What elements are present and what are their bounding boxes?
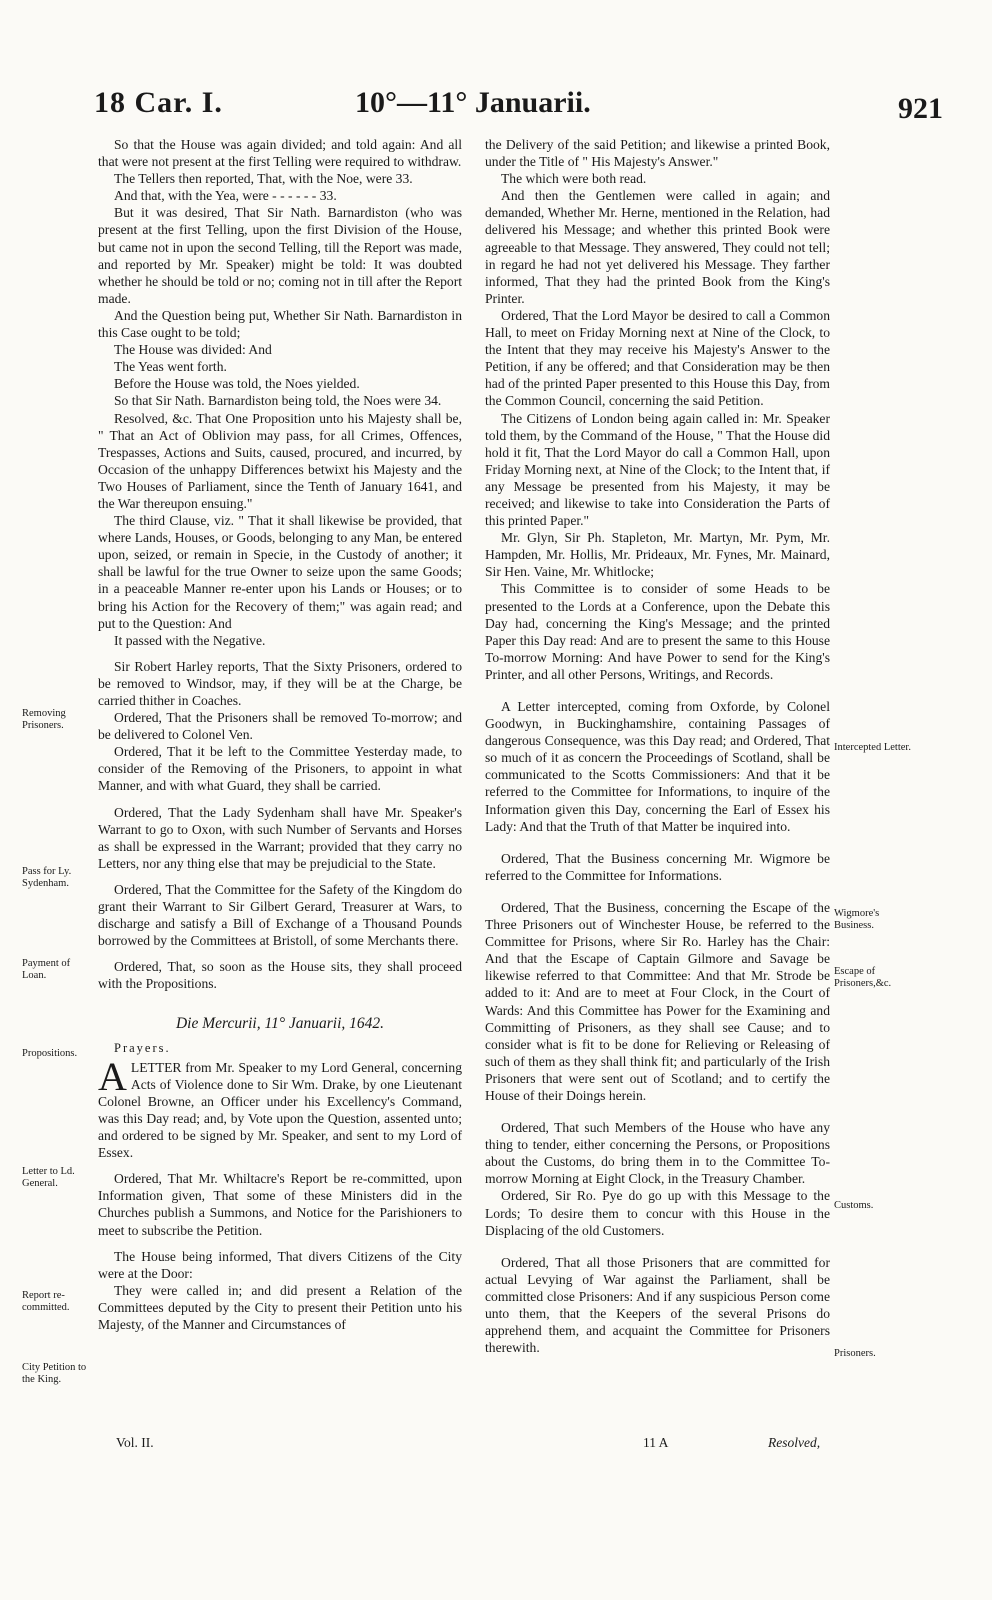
- margin-note: Propositions.: [22, 1048, 78, 1059]
- paragraph: Ordered, That such Members of the House who have any thing to tender, either concerning the Persons, or Propositions about the Customs, do bring them in to the Committee To-morrow Morning at Eight Clock, in the Treasury Chamber.: [485, 1120, 830, 1187]
- paragraph: Ordered, That the Business concerning Mr. Wigmore be referred to the Committee for Informations.: [485, 850, 830, 883]
- paragraph: So that the House was again divided; and told again: And all that were not present at the first Telling were required to withdraw.: [98, 137, 462, 170]
- paragraph: The Tellers then reported, That, with the Noe, were 33.: [114, 171, 413, 187]
- paragraph: Ordered, Sir Ro. Pye do go up with this Message to the Lords; To desire them to concur with this House in the Displacing of the old Customers.: [485, 1188, 830, 1238]
- paragraph: Ordered, That Mr. Whiltacre's Report be re-committed, upon Information given, That some of these Ministers did in the Churches publish a Summons, and Notice for the Parishioners to meet to subscribe the Petition.: [98, 1171, 462, 1238]
- paragraph: Ordered, That all those Prisoners that are committed for actual Levying of War against the Parliament, shall be committed close Prisoners: And if any suspicious Person come unto them, that the Keepers of the several Prisons do apprehend them, and acquaint the Committee for Prisoners therewith.: [485, 1254, 830, 1356]
- paragraph: Ordered, That the Lady Sydenham shall have Mr. Speaker's Warrant to go to Oxon, with such Number of Servants and Horses as shall be expressed in the Warrant; provided that they carry no Letters, nor any thing else that may be prejudicial to the State.: [98, 804, 462, 871]
- paragraph: And that, with the Yea, were - - - - - - 33.: [114, 188, 337, 204]
- margin-note: Prisoners.: [834, 1348, 876, 1359]
- paragraph: The House was divided: And: [114, 342, 272, 358]
- margin-note: Letter to Ld. General.: [22, 1166, 75, 1189]
- paragraph: But it was desired, That Sir Nath. Barnardiston (who was present at the first Telling, upon the first Division of the House, but came not in upon the second Telling, till the Report was made, and reported by Mr. Speaker) might be told: It was doubted whether he should be told or no; coming not in till after the Report made.: [98, 205, 462, 306]
- paragraph: Before the House was told, the Noes yielded.: [114, 376, 360, 392]
- paragraph: This Committee is to consider of some Heads to be presented to the Lords at a Conference, upon the Debate this Day had, concerning the King's Message; and the printed Paper this Day read: And are to present the same to this House To-morrow Morning: And have Power to send for the King's Printer, and all other Persons, Writings, and Records.: [485, 581, 830, 682]
- paragraph: And then the Gentlemen were called in again; and demanded, Whether Mr. Herne, mentioned in the Relation, had delivered his Message; and whether this printed Book were agreeable to that Message. They answered, They could not tell; in regard he had not yet delivered his Message. They farther informed, That they had the printed Book from the King's Printer.: [485, 188, 830, 306]
- paragraph-text: LETTER from Mr. Speaker to my Lord General, concerning Acts of Violence done to Sir Wm. Drake, by one Lieutenant Colonel Browne, an Officer under his Excellency's Command, was this Day read; and, by Vote upon the Question, assented unto; and ordered to be signed by Mr. Speaker, and sent to my Lord of Essex.: [98, 1059, 462, 1161]
- day-heading: Die Mercurii, 11° Januarii, 1642.: [175, 1014, 385, 1032]
- paragraph: They were called in; and did present a Relation of the Committees deputed by the City to present their Petition unto his Majesty, of the Manner and Circumstances of: [98, 1282, 462, 1332]
- paragraph: Ordered, That the Prisoners shall be removed To-morrow; and be delivered to Colonel Ven.: [98, 710, 462, 743]
- paragraph: Ordered, That the Business, concerning the Escape of the Three Prisoners out of Winchester House, be referred to the Committee for Prisons, where Sir Ro. Harley has the Chair: And that the Escape of Captain Gilmore and Savage be likewise referred to that Committee: And that Mr. Strode be added to it: And are to meet at Four Clock, in the Court of Wards: And this Committee has Power for the Examining and Committing of Prisoners, as they shall see Cause; and to consider what is fit to be done for Relieving or Releasing of such of them as they shall think fit; and particularly of the Irish Prisoners that were sent out of Scotland; and to certify the House of their Doings herein.: [485, 899, 830, 1103]
- page-number: 921: [898, 92, 943, 125]
- paragraph: Ordered, That the Committee for the Safety of the Kingdom do grant their Warrant to Sir Gilbert Gerard, Treasurer at Wars, to discharge and satisfy a Bill of Exchange of a Thousand Pounds borrowed by the Committees at Bristoll, of some Merchants there.: [98, 881, 462, 949]
- paragraph: The Citizens of London being again called in: Mr. Speaker told them, by the Command of the House, " That the House did hold it fit, That the Lord Mayor do call a Common Hall, upon Friday Morning next, at Nine of the Clock; to the Intent that, if any Message be presented from his Majesty, it may be received; and likewise to take into Consideration the Parts of this printed Paper.": [485, 410, 830, 529]
- paragraph: The third Clause, viz. " That it shall likewise be provided, that where Lands, Houses, or Goods, belonging to any Man, be entered upon, seized, or remain in Specie, in the Custody of another; it shall be lawful for the true Owner to seize upon the same Goods; in a peaceable Manner re-enter upon his Lands or Houses; or to bring his Action for the Recovery of them;" was again read; and put to the Question: And: [98, 513, 462, 631]
- paragraph: Ordered, That it be left to the Committee Yesterday made, to consider of the Removing of the Prisoners, to appoint in what Manner, and with what Guard, they shall be carried.: [98, 744, 462, 794]
- margin-note: Intercepted Letter.: [834, 742, 911, 753]
- right-column: [485, 136, 830, 1356]
- left-column: [98, 136, 462, 1333]
- paragraph: Resolved, &c. That One Proposition unto his Majesty shall be, " That an Act of Oblivion may pass, for all Crimes, Offences, Trespasses, Actions and Suits, caused, procured, and incurred, by Occasion of the unhappy Differences betwixt his Majesty and the Two Houses of Parliament, since the Tenth of January 1641, and the War thereupon ensuing.": [98, 410, 462, 511]
- prayers-label: Prayers.: [114, 1040, 171, 1055]
- paragraph: A Letter intercepted, coming from Oxforde, by Colonel Goodwyn, in Buckinghamshire, containing Passages of dangerous Consequence, was this Day read; and Ordered, That so much of it as concern the Proceedings of Scotland, shall be communicated to the Scotts Commissioners: And that it be referred to the Committee for Informations, to inquire of the Information given this Day, concerning the Earl of Essex his Lady: And that the Truth of that Matter be inquired into.: [485, 699, 830, 834]
- margin-note: Wigmore's Business.: [834, 908, 880, 931]
- margin-note: Payment of Loan.: [22, 958, 71, 981]
- drop-cap: A: [98, 1053, 127, 1099]
- paragraph: It passed with the Negative.: [114, 632, 266, 648]
- signature-mark: 11 A: [643, 1435, 669, 1450]
- paragraph: Sir Robert Harley reports, That the Sixty Prisoners, ordered to be removed to Windsor, may, if they will be at the Charge, be carried thither in Coaches.: [98, 658, 462, 708]
- margin-note: Report re-committed.: [22, 1290, 70, 1313]
- paragraph: [98, 1053, 462, 1162]
- header-left: 18 Car. I.: [94, 86, 223, 119]
- paragraph: Mr. Glyn, Sir Ph. Stapleton, Mr. Martyn, Mr. Pym, Mr. Hampden, Mr. Hollis, Mr. Prideaux, Mr. Fynes, Mr. Mainard, Sir Hen. Vaine, Mr. Whitlocke;: [485, 530, 830, 580]
- paragraph: Ordered, That the Lord Mayor be desired to call a Common Hall, to meet on Friday Morning next at Nine of the Clock, to the Intent that they may receive his Majesty's Answer to the Petition, if any be offered; and that Consideration may be then had of the printed Paper presented to this House this Day, from the Common Council, concerning the said Petition.: [485, 307, 830, 409]
- paragraph: So that Sir Nath. Barnardiston being told, the Noes were 34.: [114, 393, 442, 409]
- margin-note: City Petition to the King.: [22, 1362, 87, 1385]
- paragraph: The which were both read.: [501, 171, 647, 187]
- catchword: Resolved,: [768, 1435, 821, 1450]
- paragraph: Ordered, That, so soon as the House sits, they shall proceed with the Propositions.: [98, 959, 462, 992]
- paragraph: The House being informed, That divers Citizens of the City were at the Door:: [98, 1248, 462, 1281]
- margin-note: Pass for Ly. Sydenham.: [22, 866, 72, 889]
- paragraph: The Yeas went forth.: [114, 359, 227, 375]
- margin-note: Escape of Prisoners,&c.: [834, 966, 892, 989]
- volume-label: Vol. II.: [116, 1435, 154, 1450]
- paragraph: And the Question being put, Whether Sir Nath. Barnardiston in this Case ought to be told;: [98, 307, 462, 341]
- paragraph: the Delivery of the said Petition; and likewise a printed Book, under the Title of " His Majesty's Answer.": [485, 137, 830, 170]
- margin-note: Removing Prisoners.: [22, 708, 66, 731]
- header-center: 10°—11° Januarii.: [355, 86, 591, 119]
- margin-note: Customs.: [834, 1200, 874, 1211]
